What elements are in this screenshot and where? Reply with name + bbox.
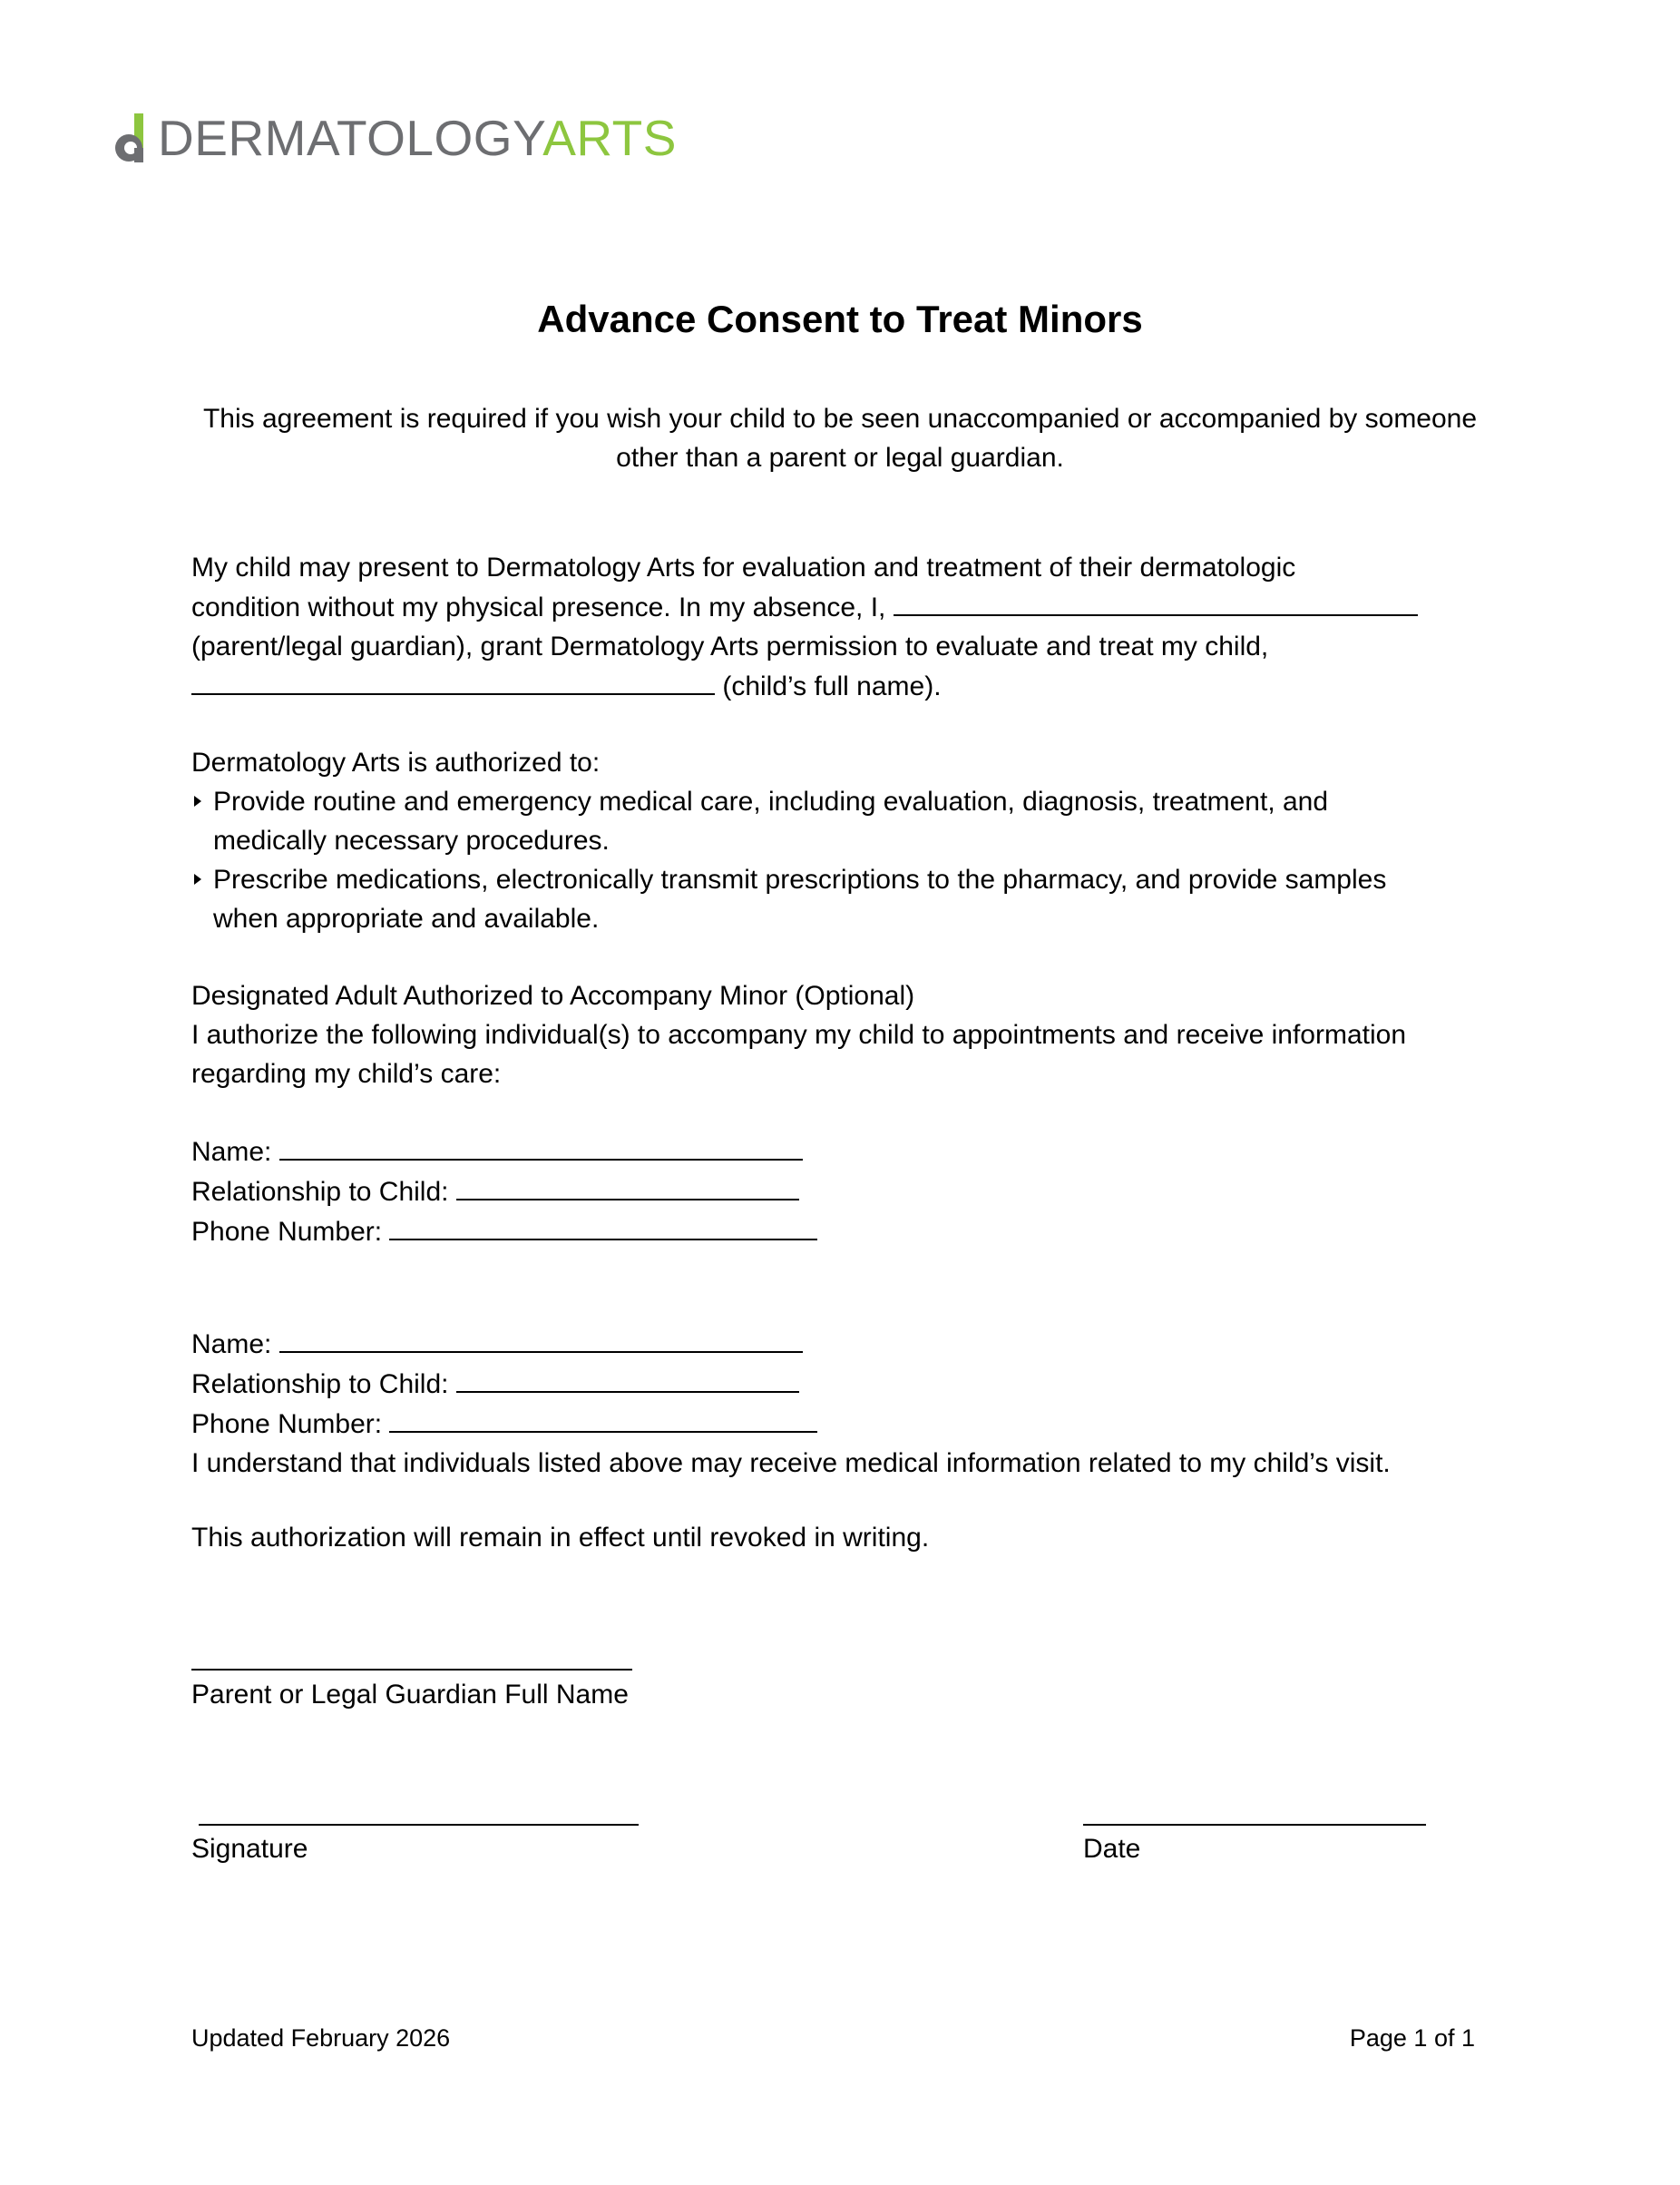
phone-label: Phone Number: [191,1409,390,1439]
designated-line-1: I authorize the following individual(s) to accompany my child to appointments and receive information [191,1020,1407,1050]
authorized-item-2-line-1: Prescribe medications, electronically transmit prescriptions to the pharmacy, and provide samples [213,865,1387,895]
phone-field-row [191,1404,1391,1444]
consent-line-2 [191,587,1418,627]
name-field-row [191,1132,817,1171]
authorized-item-2-line-2: when appropriate and available. [213,904,600,934]
consent-line-4 [191,666,1418,706]
relationship-label: Relationship to Child: [191,1369,456,1399]
designated-line-2: regarding my child’s care: [191,1059,502,1089]
phone-blank[interactable] [389,1404,817,1433]
signature-label: Signature [191,1834,308,1864]
consent-line-2-text: condition without my physical presence. In my absence, I, [191,593,894,622]
logo-wordmark [158,109,677,166]
consent-line-3: (parent/legal guardian), grant Dermatology Arts permission to evaluate and treat my child, [191,632,1269,661]
name-field-row [191,1324,1391,1364]
relationship-field-row [191,1364,1391,1404]
consent-line-1: My child may present to Dermatology Arts for evaluation and treatment of their dermatologic [191,553,1296,583]
designated-heading: Designated Adult Authorized to Accompany Minor (Optional) [191,981,915,1011]
date-label: Date [1083,1834,1141,1864]
authorized-item-1-line-1: Provide routine and emergency medical care, including evaluation, diagnosis, treatment, and [213,787,1329,817]
bullet-triangle-icon [194,796,201,807]
relationship-blank[interactable] [456,1364,799,1393]
guardian-full-name-label: Parent or Legal Guardian Full Name [191,1680,629,1710]
understand-statement: I understand that individuals listed above may receive medical information related to my child’s visit. [191,1448,1391,1478]
list-item [191,860,1386,938]
designated-adult-section [191,976,1406,1093]
effect-statement: This authorization will remain in effect until revoked in writing. [191,1523,930,1553]
intro-paragraph: This agreement is required if you wish your child to be seen unaccompanied or accompanied by someone other than a parent or legal guardian. [202,404,1478,473]
footer-updated: Updated February 2026 [191,2024,451,2052]
child-name-blank[interactable] [191,666,715,695]
phone-field-row [191,1211,817,1251]
page-title: Advance Consent to Treat Minors [537,298,1143,340]
list-item [191,782,1386,860]
name-label: Name: [191,1329,279,1359]
date-line[interactable] [1083,1824,1426,1826]
company-logo [111,109,677,167]
signature-line[interactable] [199,1824,639,1826]
consent-line-4-text: (child’s full name). [715,671,942,701]
guardian-name-blank[interactable] [894,587,1418,616]
bullet-triangle-icon [194,874,201,885]
designated-adult-1-fields [191,1132,817,1251]
name-blank[interactable] [279,1324,803,1353]
logo-text-primary: DERMATOLOGY [158,109,543,166]
effect-statement-block [191,1518,929,1557]
phone-label: Phone Number: [191,1217,390,1247]
guardian-full-name-line[interactable] [191,1669,632,1671]
consent-paragraph [191,548,1418,706]
phone-blank[interactable] [389,1211,817,1240]
relationship-label: Relationship to Child: [191,1177,456,1207]
name-label: Name: [191,1137,279,1167]
relationship-blank[interactable] [456,1171,799,1200]
footer-page-number: Page 1 of 1 [1349,2024,1475,2052]
authorized-heading: Dermatology Arts is authorized to: [191,748,601,778]
authorized-list [191,782,1386,938]
authorized-section [191,743,1386,938]
dermatology-arts-logo-mark-icon [111,113,149,162]
logo-text-secondary: ARTS [542,109,677,166]
authorized-item-1-line-2: medically necessary procedures. [213,826,610,856]
name-blank[interactable] [279,1132,803,1161]
relationship-field-row [191,1171,817,1211]
designated-adult-2-fields [191,1324,1391,1483]
